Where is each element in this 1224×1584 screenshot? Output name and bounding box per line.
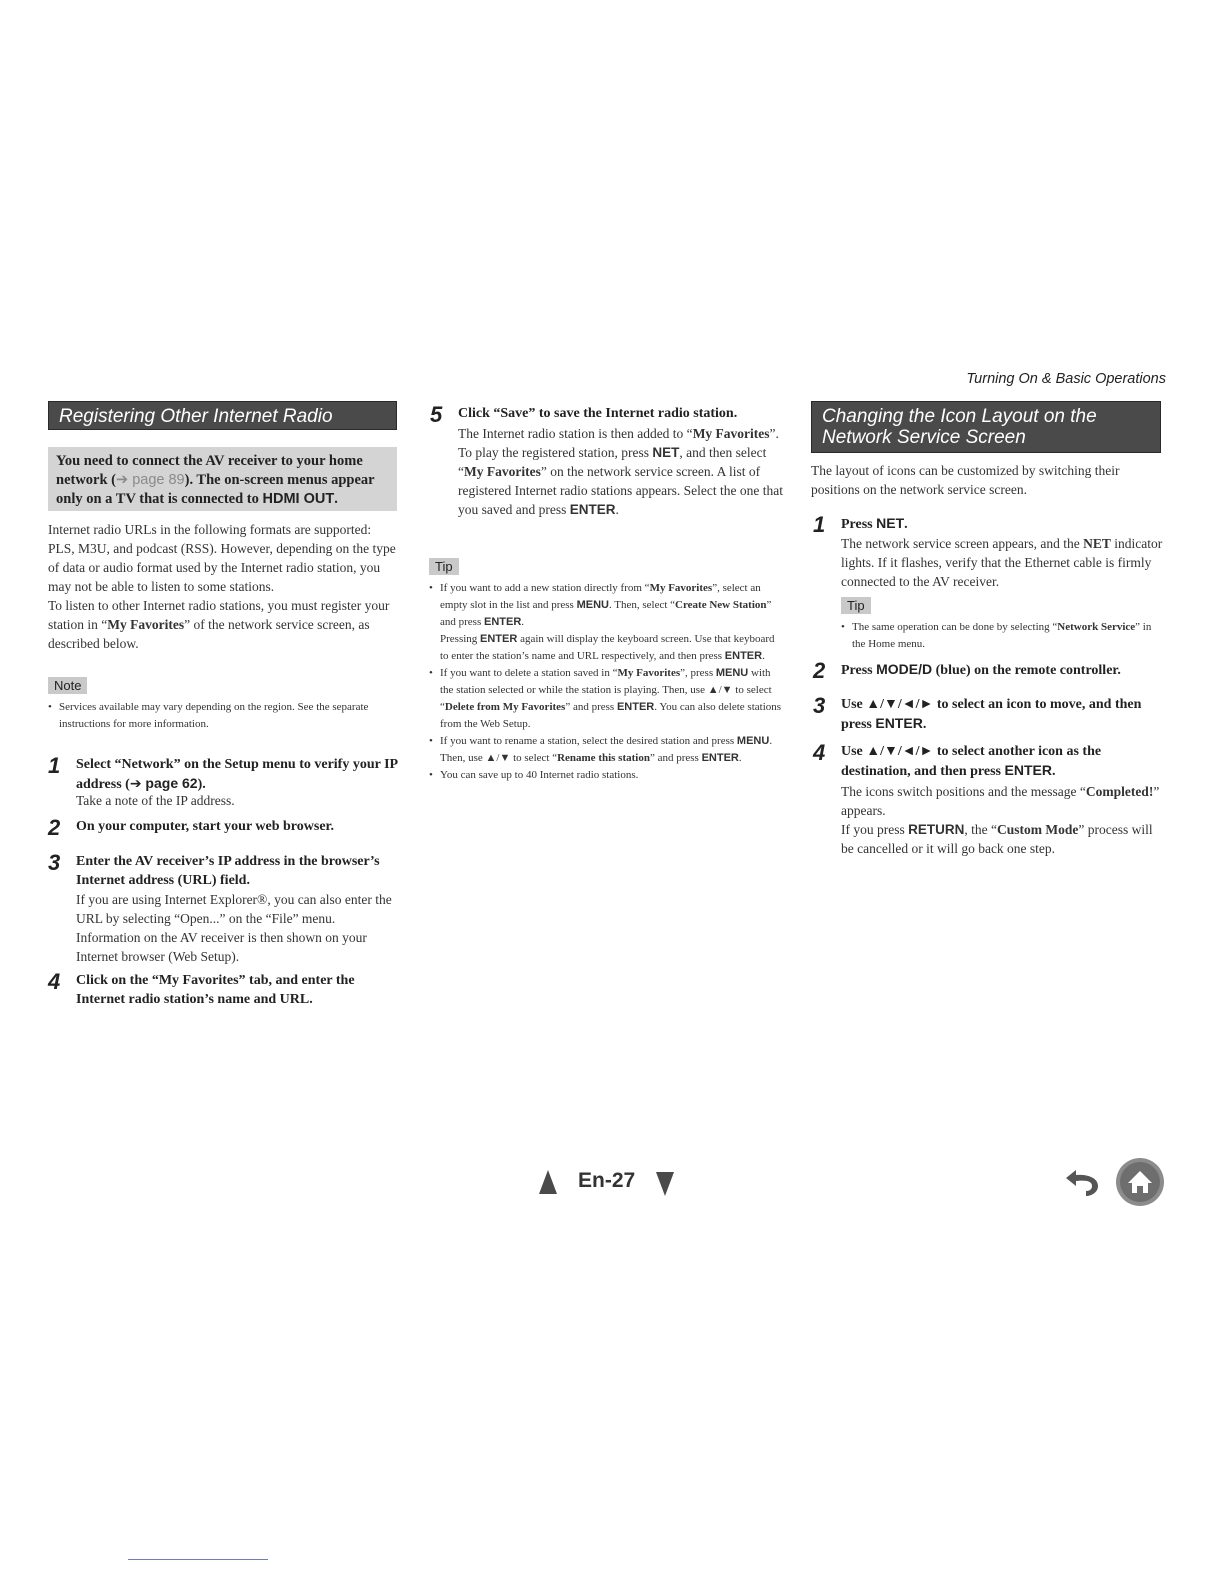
tip-label-middle: Tip: [429, 558, 459, 575]
page-62-link[interactable]: ➔ page 62: [129, 775, 198, 791]
step-3-right: 3 Use ▲/▼/◄/► to select an icon to move, and then press ENTER.: [813, 693, 1142, 732]
note-label: Note: [48, 677, 87, 694]
tip-list-right: [841, 619, 1163, 653]
note-item: • Services available may vary depending on the region. See the separate instructions for more information.: [48, 699, 398, 733]
tip-item-rename-station: • If you want to rename a station, select the desired station and press MENU. Then, use ▲/▼ to select “Rename this station” and press ENTER.: [429, 733, 782, 767]
step-5-save: 5 Click “Save” to save the Internet radio station. The Internet radio station is then added to “My Favorites”. To play the registered station, press NET, and then select “My Favorites” on the network service screen. A list of registered Internet radio stations appears. Select the one that you saved and press ENTER.: [430, 402, 784, 517]
step-2-right: 2 Press MODE/D (blue) on the remote controller.: [813, 658, 1121, 683]
back-arrow-icon[interactable]: [1062, 1168, 1106, 1198]
bottom-rule: [128, 1559, 268, 1560]
step-1-left: 1 Select “Network” on the Setup menu to verify your IP address (➔ page 62). Take a note of the IP address.: [48, 753, 398, 808]
tip-item-add-station: • If you want to add a new station directly from “My Favorites”, select an empty slot in the list and press MENU. Then, select “Create New Station” and press ENTER. Pressing ENTER again will display the keyboard screen. Use that keyboard to enter the station’s name and URL respectively, and then press ENTER.: [429, 580, 782, 665]
network-requirement-warning: You need to connect the AV receiver to your home network (➔ page 89). The on-screen menus appear only on a TV that is connected to HDMI OUT.: [48, 447, 397, 511]
step-4-left: 4 Click on the “My Favorites” tab, and enter the Internet radio station’s name and URL.: [48, 969, 355, 1007]
page-up-triangle-icon[interactable]: [538, 1168, 558, 1196]
page-down-triangle-icon[interactable]: [655, 1170, 675, 1198]
step-2-left: 2 On your computer, start your web browser.: [48, 815, 334, 840]
section-title-icon-layout: Changing the Icon Layout on the Network Service Screen: [811, 401, 1161, 453]
note-list: [48, 699, 398, 733]
page-number: En-27: [578, 1169, 636, 1192]
section-title-register-radio: Registering Other Internet Radio: [48, 401, 397, 430]
home-icon[interactable]: [1114, 1156, 1166, 1208]
step-4-right: 4 Use ▲/▼/◄/► to select another icon as the destination, and then press ENTER. The icons switch positions and the message “Completed!” appears. If you press RETURN, the “Custom Mode” process will be cancelled or it will go back one step.: [813, 740, 1160, 856]
tip-list-middle: [429, 580, 782, 784]
tip-label-right: Tip: [841, 597, 871, 614]
supported-formats-text: Internet radio URLs in the following formats are supported: PLS, M3U, and podcast (RSS). However, depending on the type of data or audio format used by the Internet radio station, you may not be able to listen to some stations. To listen to other Internet radio stations, you must register your station in “My Favorites” of the network service screen, as described below.: [48, 522, 396, 651]
icon-layout-intro: The layout of icons can be customized by switching their positions on the network service screen.: [811, 463, 1120, 497]
tip-item-max-stations: • You can save up to 40 Internet radio stations.: [429, 767, 782, 784]
page-89-link[interactable]: ➔ page 89: [116, 472, 185, 488]
step-3-left: 3 Enter the AV receiver’s IP address in the browser’s Internet address (URL) field. If you are using Internet Explorer®, you can also enter the URL by selecting “Open...” on the “File” menu. Information on the AV receiver is then shown on your Internet browser (Web Setup).: [48, 850, 392, 964]
running-header: Turning On & Basic Operations: [966, 371, 1166, 387]
tip-item-network-service: • The same operation can be done by selecting “Network Service” in the Home menu.: [841, 619, 1163, 653]
tip-item-delete-station: • If you want to delete a station saved in “My Favorites”, press MENU with the station selected or while the station is playing. Then, use ▲/▼ to select “Delete from My Favorites” and press ENTER. You can also delete stations from the Web Setup.: [429, 665, 782, 733]
step-1-right: 1 Press NET. The network service screen appears, and the NET indicator lights. If it flashes, verify that the Ethernet cable is firmly connected to the AV receiver.: [813, 512, 1163, 589]
